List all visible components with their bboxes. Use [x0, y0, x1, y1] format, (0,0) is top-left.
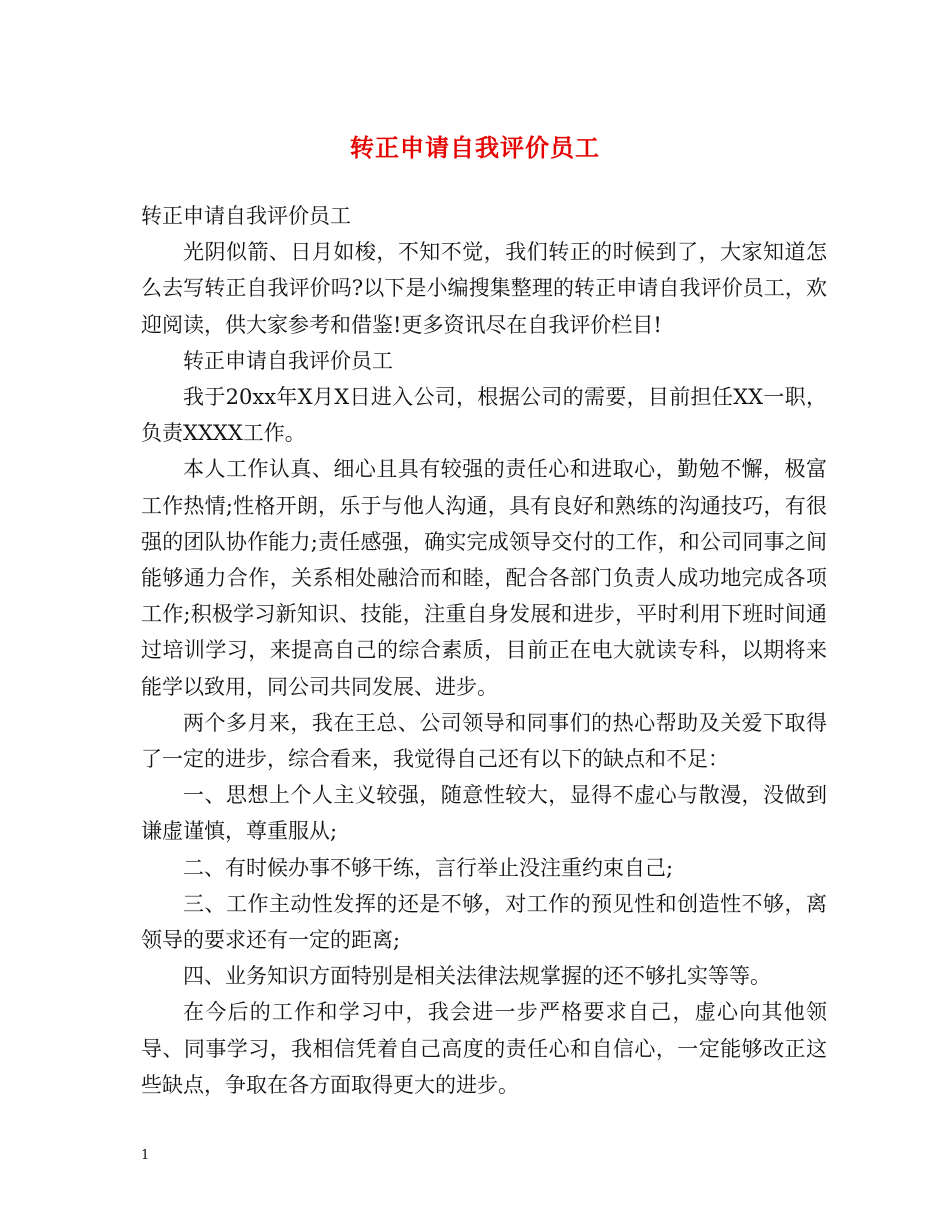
paragraph-shortcomings-intro: 两个多月来，我在王总、公司领导和同事们的热心帮助及关爱下取得了一定的进步，综合看来，我觉得自己还有以下的缺点和不足： — [141, 710, 827, 772]
body-heading: 转正申请自我评价员工 — [141, 204, 351, 228]
paragraph-point-two: 二、有时候办事不够干练，言行举止没注重约束自己; — [183, 855, 674, 880]
paragraph-conclusion: 在今后的工作和学习中，我会进一步严格要求自己，虚心向其他领导、同事学习，我相信凭着自己高度的责任心和自信心，一定能够改正这些缺点，争取在各方面取得更大的进步。 — [141, 1000, 827, 1097]
paragraph-intro: 光阴似箭、日月如梭，不知不觉，我们转正的时候到了，大家知道怎么去写转正自我评价吗?以下是小编搜集整理的转正申请自我评价员工，欢迎阅读，供大家参考和借鉴!更多资讯尽在自我评价栏目! — [141, 240, 827, 337]
paragraph-point-three: 三、工作主动性发挥的还是不够，对工作的预见性和创造性不够，离领导的要求还有一定的距离; — [141, 891, 827, 953]
page-number: 1 — [141, 1148, 150, 1163]
paragraph-point-one: 一、思想上个人主义较强，随意性较大，显得不虚心与散漫，没做到谦虚谨慎，尊重服从; — [141, 783, 827, 844]
paragraph-strengths: 本人工作认真、细心且具有较强的责任心和进取心，勤勉不懈，极富工作热情;性格开朗，乐于与他人沟通，具有良好和熟练的沟通技巧，有很强的团队协作能力;责任感强，确实完成领导交付的工作，和公司同事之间能够通力合作，关系相处融洽而和睦，配合各部门负责人成功地完成各项工作;积极学习新知识、技能，注重自身发展和进步，平时利用下班时间通过培训学习，来提高自己的综合素质，目前正在电大就读专科，以期将来能学以致用，同公司共同发展、进步。 — [141, 457, 827, 699]
section-heading: 转正申请自我评价员工 — [183, 348, 393, 373]
document-body — [141, 198, 827, 1103]
paragraph-point-four: 四、业务知识方面特别是相关法律法规掌握的还不够扎实等等。 — [183, 964, 771, 989]
document-title: 转正申请自我评价员工 — [350, 133, 600, 162]
paragraph-position: 我于20xx年X月X日进入公司，根据公司的需要，目前担任XX一职，负责XXXX工作。 — [141, 385, 827, 446]
